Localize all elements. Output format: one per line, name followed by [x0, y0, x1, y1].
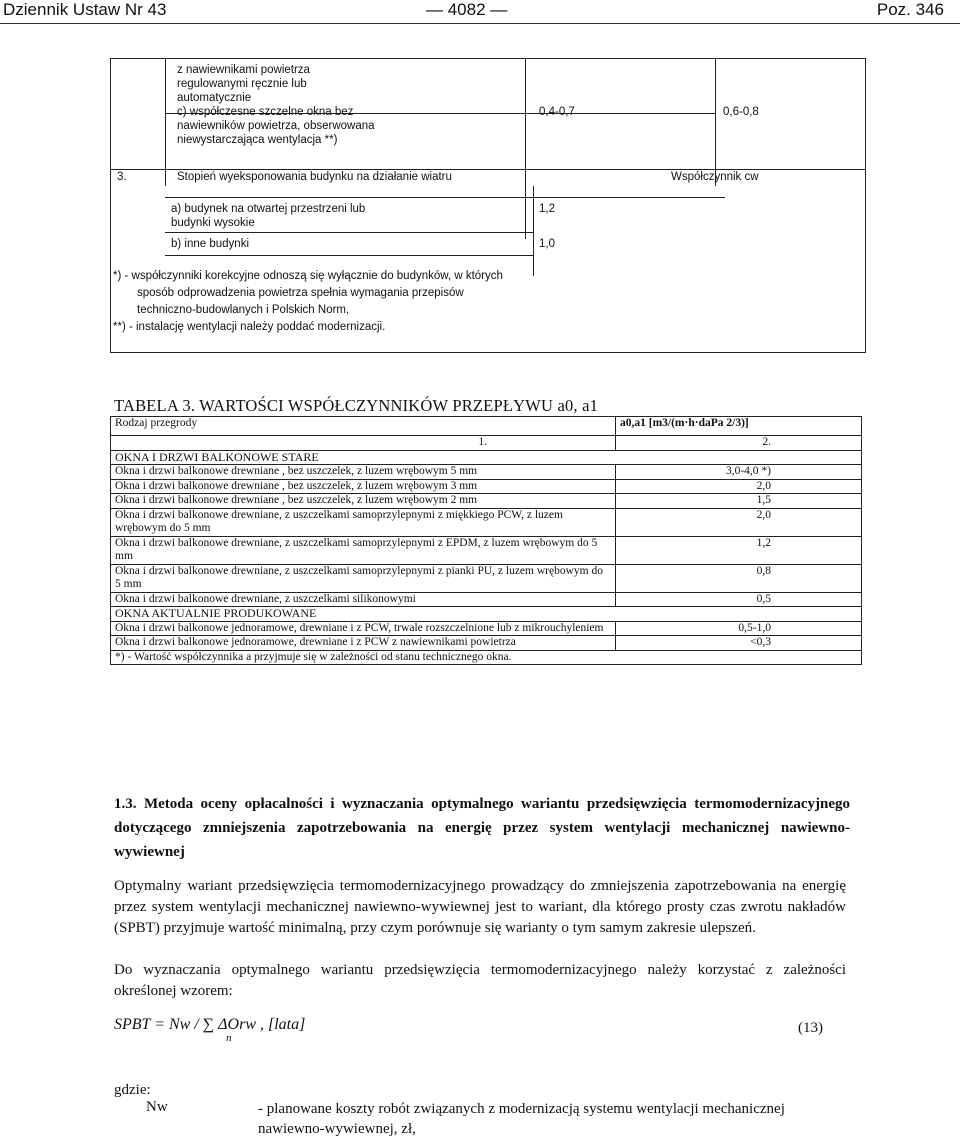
nw-description: - planowane koszty robót związanych z modernizacją systemu wentylacji mechanicznej nawiewno-wywiewnej, zł,	[258, 1101, 785, 1137]
table-row: Okna i drzwi balkonowe drewniane , bez uszczelek, z luzem wrębowym 2 mm 1,5	[111, 494, 862, 509]
nw-symbol: Nw	[146, 1099, 168, 1115]
page-number: — 4082 —	[426, 0, 508, 19]
table-3	[110, 416, 862, 665]
row-3a-text: a) budynek na otwartej przestrzeni lub budynki wysokie	[171, 203, 366, 229]
row-c-value-2: 0,6-0,8	[723, 106, 759, 118]
table-notes: *) - współczynniki korekcyjne odnoszą się wyłącznie do budynków, w których sposób odprowadzenia powietrza spełnia wymagania przepisów techniczno-budowlanych i Polskich Norm, **) - instalację wentylacji należy poddać modernizacji.	[113, 270, 503, 333]
formula-subscript: n	[226, 1032, 232, 1044]
equation-number: (13)	[798, 1020, 823, 1036]
table-row: Okna i drzwi balkonowe jednoramowe, drewniane i z PCW z nawiewnikami powietrza <0,3	[111, 636, 862, 651]
paragraph-2: Do wyznaczania optymalnego wariantu przedsięwzięcia termomodernizacyjnego należy korzystać z zależności określonej wzorem:	[114, 962, 846, 999]
table-3-title: TABELA 3. WARTOŚCI WSPÓŁCZYNNIKÓW PRZEPŁYWU a0, a1	[114, 396, 599, 415]
row-3-coefficient: Współczynnik cw	[671, 171, 759, 183]
table-row: Okna i drzwi balkonowe drewniane, z uszczelkami silikonowymi 0,5	[111, 592, 862, 607]
table-row: Okna i drzwi balkonowe drewniane , bez uszczelek, z luzem wrębowym 3 mm 2,0	[111, 479, 862, 494]
row-c-text: z nawiewnikami powietrza regulowanymi ręcznie lub automatycznie c) współczesne szczelne okna bez nawiewników powietrza, obserwowana niewystarczająca wentylacja **)	[177, 64, 375, 146]
row-3b-value: 1,0	[539, 238, 555, 250]
section-old-windows: OKNA I DRZWI BALKONOWE STARE	[111, 450, 862, 465]
header-rule	[0, 23, 960, 24]
table-row: Okna i drzwi balkonowe drewniane , bez uszczelek, z luzem wrębowym 5 mm 3,0-4,0 *)	[111, 465, 862, 480]
col-2-number: 2.	[616, 436, 862, 451]
row-3-number: 3.	[117, 171, 127, 183]
where-label: gdzie:	[114, 1082, 151, 1098]
journal-name: Dziennik Ustaw Nr 43	[3, 0, 167, 19]
col-2-header: a0,a1 [m3/(m·h·daPa 2/3)]	[616, 417, 862, 436]
paragraph-1: Optymalny wariant przedsięwzięcia termomodernizacyjnego prowadzący do zmniejszenia zapotrzebowania na energię przez system wentylacji mechanicznej nawiewno-wywiewnej jest to wariant, dla którego prosty czas zwrotu nakładów (SPBT) przyjmuje wartość minimalną, przy czym porównuje się warianty o tym samym zakresie ulepszeń.	[114, 878, 846, 936]
row-3a-value: 1,2	[539, 203, 555, 215]
position-number: Poz. 346	[876, 0, 944, 19]
section-heading: 1.3. Metoda oceny opłacalności i wyznaczania optymalnego wariantu przedsięwzięcia termomodernizacyjnego dotyczącego zmniejszenia zapotrzebowania na energię przez system wentylacji mechanicznej nawiewno-wywiewnej	[114, 796, 850, 860]
row-c-value-1: 0,4-0,7	[539, 106, 575, 118]
table-row: Okna i drzwi balkonowe jednoramowe, drewniane i z PCW, trwale rozszczelnione lub z mikrouchyleniem 0,5-1,0	[111, 621, 862, 636]
col-1-number: 1.	[111, 436, 616, 451]
table-row: Okna i drzwi balkonowe drewniane, z uszczelkami samoprzylepnymi z pianki PU, z luzem wrębowym do 5 mm 0,8	[111, 564, 862, 592]
ventilation-coefficient-table	[110, 58, 866, 353]
col-1-header: Rodzaj przegrody	[111, 417, 616, 436]
row-3b-text: b) inne budynki	[171, 238, 249, 250]
section-current-windows: OKNA AKTUALNIE PRODUKOWANE	[111, 607, 862, 622]
table-row: Okna i drzwi balkonowe drewniane, z uszczelkami samoprzylepnymi z EPDM, z luzem wrębowym do 5 mm 1,2	[111, 536, 862, 564]
table-3-footnote: *) - Wartość współczynnika a przyjmuje się w zależności od stanu technicznego okna.	[111, 650, 862, 665]
formula-spbt: SPBT = Nw / ∑ ΔOrw , [lata] n	[114, 1016, 306, 1044]
row-3-text: Stopień wyeksponowania budynku na działanie wiatru	[177, 171, 452, 183]
table-row: Okna i drzwi balkonowe drewniane, z uszczelkami samoprzylepnymi z miękkiego PCW, z luzem wrębowym do 5 mm 2,0	[111, 508, 862, 536]
page-header	[0, 0, 960, 22]
